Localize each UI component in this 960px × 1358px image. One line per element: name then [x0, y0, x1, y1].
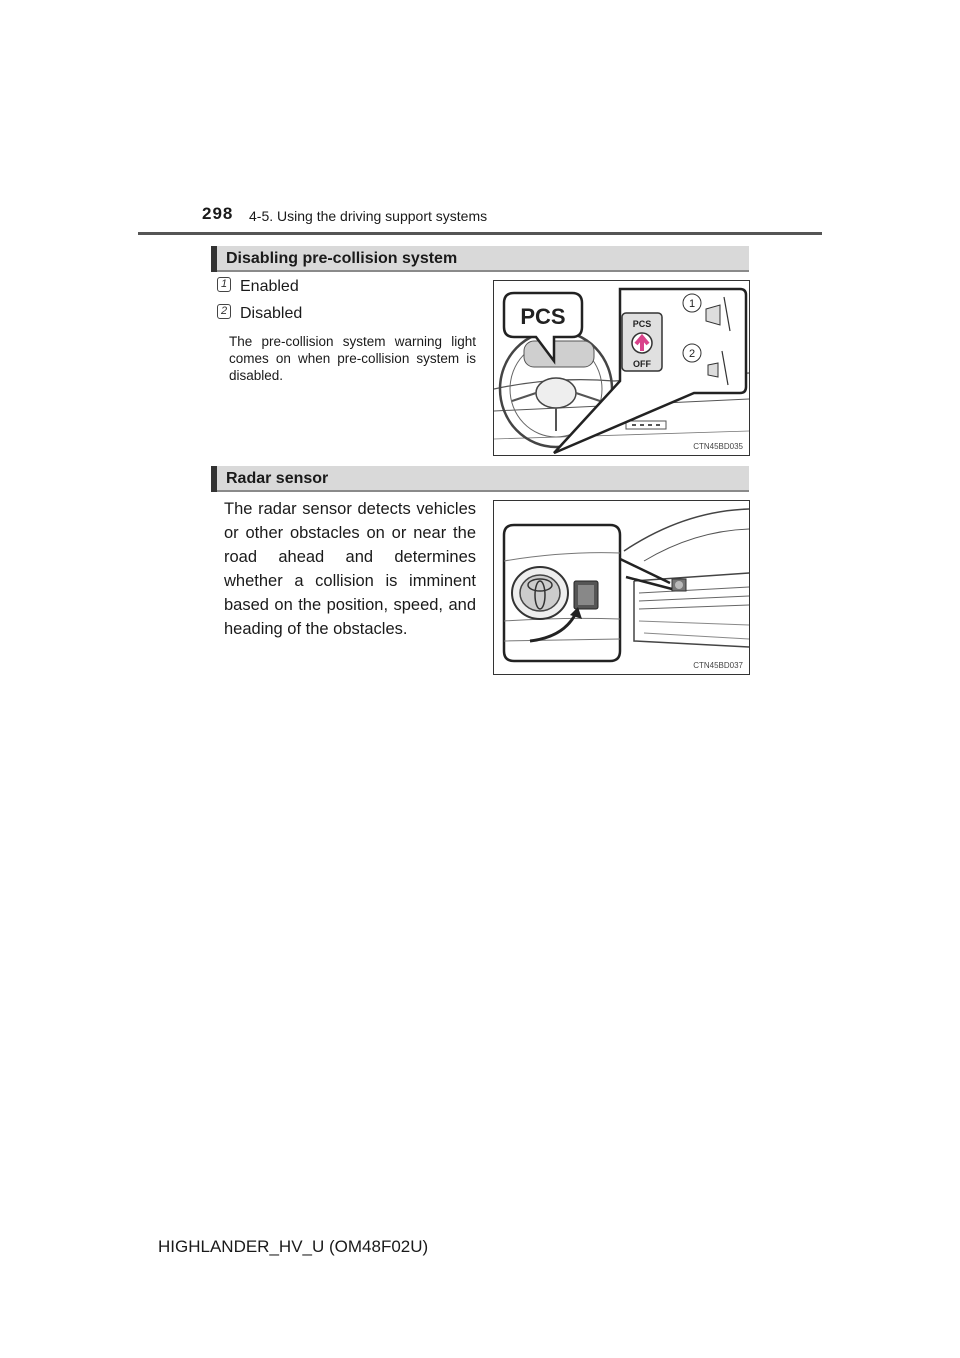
radar-sensor-illustration — [494, 501, 749, 674]
footer-model: HIGHLANDER_HV_U (OM48F02U) — [158, 1237, 429, 1256]
step-disabled — [217, 305, 302, 323]
disabled-note: The pre-collision system warning light comes on when pre-collision system is disabled. — [229, 334, 476, 383]
step-number-badge: 2 — [217, 304, 231, 319]
radar-heading-bar — [211, 466, 749, 492]
step-number-badge: 1 — [217, 277, 231, 292]
disabling-heading: Disabling pre-collision system — [226, 250, 458, 267]
pcs-switch-illustration — [494, 281, 749, 455]
switch-pcs-label: PCS — [632, 319, 652, 329]
marker-1: 1 — [688, 298, 696, 310]
page-number: 298 — [202, 204, 234, 223]
disabling-heading-bar — [211, 246, 749, 272]
step-enabled — [217, 278, 299, 296]
radar-sensor-figure — [493, 500, 750, 675]
step-label: Disabled — [240, 305, 303, 322]
heading-underline — [217, 490, 749, 492]
figure-code: CTN45BD037 — [693, 661, 743, 670]
radar-heading: Radar sensor — [226, 470, 329, 487]
step-label: Enabled — [240, 278, 299, 295]
section-title: 4-5. Using the driving support systems — [249, 208, 488, 224]
pcs-switch-figure — [493, 280, 750, 456]
header-divider — [138, 232, 822, 235]
switch-off-label: OFF — [633, 359, 651, 369]
radar-description: The radar sensor detects vehicles or other obstacles on or near the road ahead and determines whether a collision is imminent based on the position, speed, and heading of the obstacles. — [224, 500, 476, 638]
heading-underline — [217, 270, 749, 272]
marker-2: 2 — [688, 348, 696, 360]
callout-text: PCS — [520, 304, 566, 329]
figure-code: CTN45BD035 — [693, 442, 743, 451]
